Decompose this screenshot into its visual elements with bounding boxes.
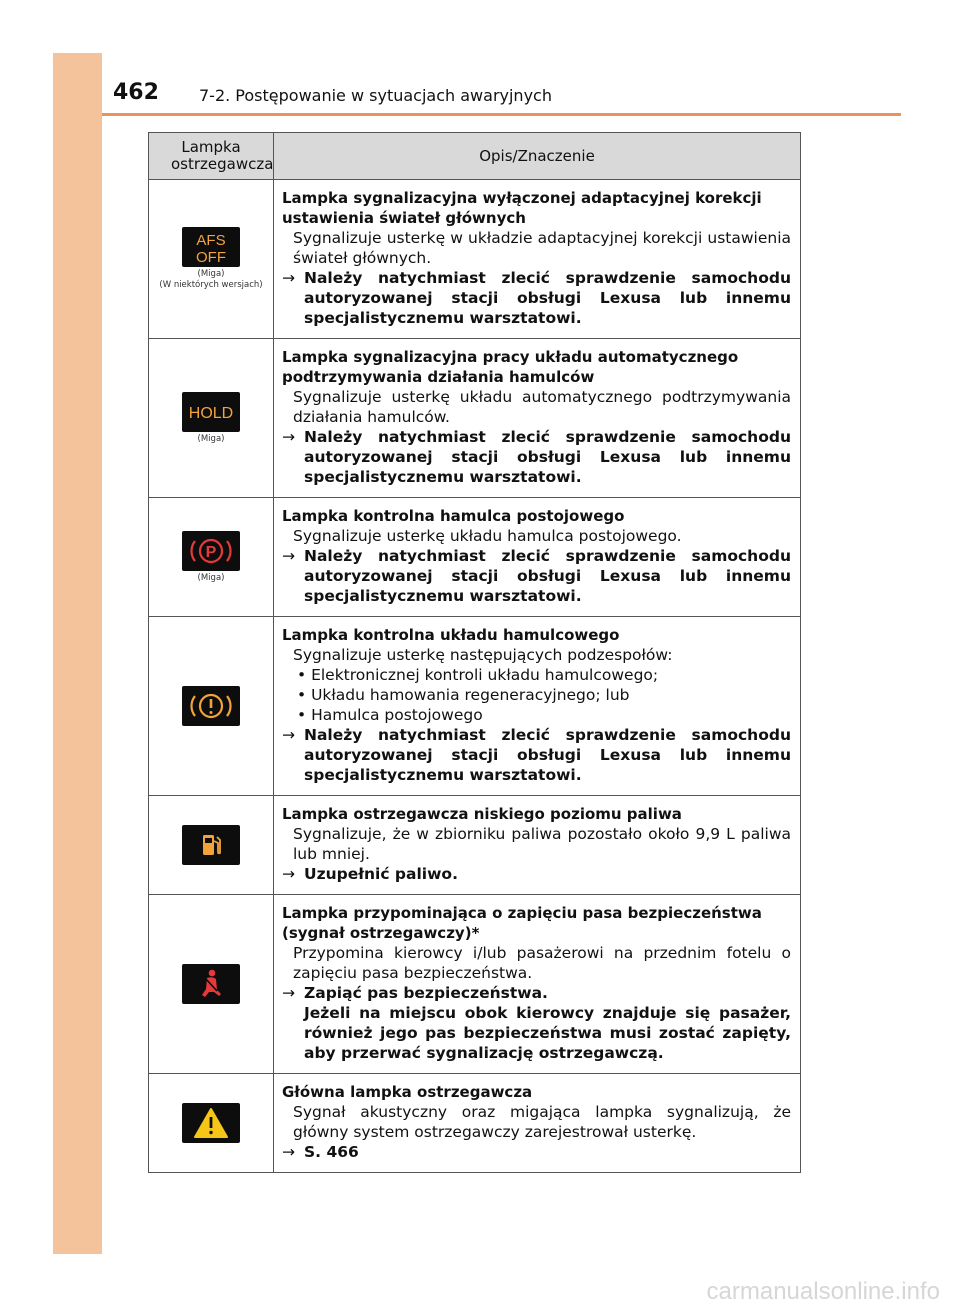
description-cell: [274, 180, 801, 339]
header-rule: [102, 113, 901, 116]
lamp-title: Główna lampka ostrzegawcza: [282, 1083, 533, 1101]
svg-text:OFF: OFF: [196, 249, 226, 266]
lamp-note: (Miga): [197, 572, 225, 583]
lamp-cell: [149, 180, 274, 339]
description-cell: [274, 339, 801, 498]
lamp-body: Sygnalizuje usterkę układu hamulca postojowego.: [293, 527, 682, 545]
lamp-action: → Należy natychmiast zlecić sprawdzenie samochodu autoryzowanej stacji obsługi Lexusa lub innemu specjalistycznemu warsztatowi.: [282, 428, 791, 486]
lamp-title: Lampka przypominająca o zapięciu pasa bezpieczeństwa (sygnał ostrzegawczy)*: [282, 904, 762, 942]
chapter-side-tab: [53, 53, 102, 1254]
description-cell: [274, 895, 801, 1074]
page-number: 462: [113, 80, 159, 105]
lamp-title: Lampka kontrolna hamulca postojowego: [282, 507, 625, 525]
lamp-cell: [149, 1074, 274, 1173]
lamp-cell: [149, 617, 274, 796]
table-row: [149, 617, 801, 796]
lamp-body: Sygnalizuje usterkę w układzie adaptacyjnej korekcji ustawienia świateł głównych.: [293, 229, 791, 267]
lamp-body: Sygnalizuje usterkę układu automatycznego podtrzymywania działania hamulców.: [293, 388, 791, 426]
warning-lights-table: [148, 132, 801, 1173]
fuel-pump-icon: [182, 825, 240, 865]
description-cell: [274, 617, 801, 796]
lamp-action: → S. 466: [282, 1143, 359, 1161]
description-cell: [274, 1074, 801, 1173]
svg-text:AFS: AFS: [196, 232, 226, 249]
chapter-title: 7-2. Postępowanie w sytuacjach awaryjnych: [199, 86, 552, 105]
table-row: [149, 498, 801, 617]
lamp-body: Przypomina kierowcy i/lub pasażerowi na przednim fotelu o zapięciu pasa bezpieczeństwa.: [293, 944, 791, 982]
description-cell: [274, 796, 801, 895]
table-row: [149, 180, 801, 339]
lamp-body: Sygnalizuje usterkę następujących podzespołów:: [293, 646, 673, 664]
lamp-title: Lampka sygnalizacyjna wyłączonej adaptacyjnej korekcji ustawienia świateł głównych: [282, 189, 762, 227]
lamp-action: → Zapiąć pas bezpieczeństwa.: [282, 984, 548, 1002]
lamp-cell: [149, 339, 274, 498]
lamp-title: Lampka ostrzegawcza niskiego poziomu paliwa: [282, 805, 682, 823]
lamp-action: → Należy natychmiast zlecić sprawdzenie samochodu autoryzowanej stacji obsługi Lexusa lub innemu specjalistycznemu warsztatowi.: [282, 547, 791, 605]
master-warning-icon: [182, 1103, 240, 1143]
lamp-title: Lampka sygnalizacyjna pracy układu automatycznego podtrzymywania działania hamulców: [282, 348, 739, 386]
arrow-icon: →: [282, 1143, 295, 1161]
lamp-action: → Uzupełnić paliwo.: [282, 865, 458, 883]
description-cell: [274, 498, 801, 617]
lamp-note: (Miga): [197, 269, 225, 279]
table-row: [149, 1074, 801, 1173]
lamp-cell: [149, 498, 274, 617]
list-item: • Układu hamowania regeneracyjnego; lub: [297, 686, 630, 704]
lamp-action: → Należy natychmiast zlecić sprawdzenie samochodu autoryzowanej stacji obsługi Lexusa lub innemu specjalistycznemu warsztatowi.: [282, 726, 791, 784]
lamp-note-versions: (W niektórych wersjach): [159, 280, 263, 290]
arrow-icon: →: [282, 984, 295, 1002]
arrow-icon: →: [282, 865, 295, 883]
table-row: [149, 339, 801, 498]
table-row: [149, 895, 801, 1074]
parking-brake-icon: [182, 531, 240, 571]
svg-text:HOLD: HOLD: [188, 404, 234, 422]
watermark: carmanualsonline.info: [706, 1278, 940, 1305]
lamp-title: Lampka kontrolna układu hamulcowego: [282, 626, 620, 644]
seatbelt-icon: [182, 964, 240, 1004]
header-lamp: Lampka ostrzegawcza: [149, 133, 274, 180]
list-item: • Hamulca postojowego: [297, 706, 483, 724]
arrow-icon: →: [282, 428, 295, 446]
list-item: • Elektronicznej kontroli układu hamulcowego;: [297, 666, 659, 684]
lamp-action-detail: Jeżeli na miejscu obok kierowcy znajduje się pasażer, również jego pas bezpieczeństwa musi zostać zapięty, aby przerwać sygnalizację ostrzegawczą.: [304, 1004, 791, 1062]
hold-icon: [182, 392, 240, 432]
lamp-body: Sygnalizuje, że w zbiorniku paliwa pozostało około 9,9 L paliwa lub mniej.: [293, 825, 791, 863]
arrow-icon: →: [282, 726, 295, 744]
header-description: Opis/Znaczenie: [274, 133, 801, 180]
arrow-icon: →: [282, 547, 295, 565]
lamp-action: → Należy natychmiast zlecić sprawdzenie samochodu autoryzowanej stacji obsługi Lexusa lub innemu specjalistycznemu warsztatowi.: [282, 269, 791, 327]
brake-system-icon: [182, 686, 240, 726]
afs-off-icon: [182, 227, 240, 267]
table-row: [149, 796, 801, 895]
lamp-cell: [149, 895, 274, 1074]
lamp-body: Sygnał akustyczny oraz migająca lampka sygnalizują, że główny system ostrzegawczy zarejestrował usterkę.: [293, 1103, 791, 1141]
lamp-cell: [149, 796, 274, 895]
table-header-row: [149, 133, 801, 180]
lamp-note: (Miga): [197, 433, 225, 444]
arrow-icon: →: [282, 269, 295, 287]
svg-text:P: P: [205, 543, 217, 561]
